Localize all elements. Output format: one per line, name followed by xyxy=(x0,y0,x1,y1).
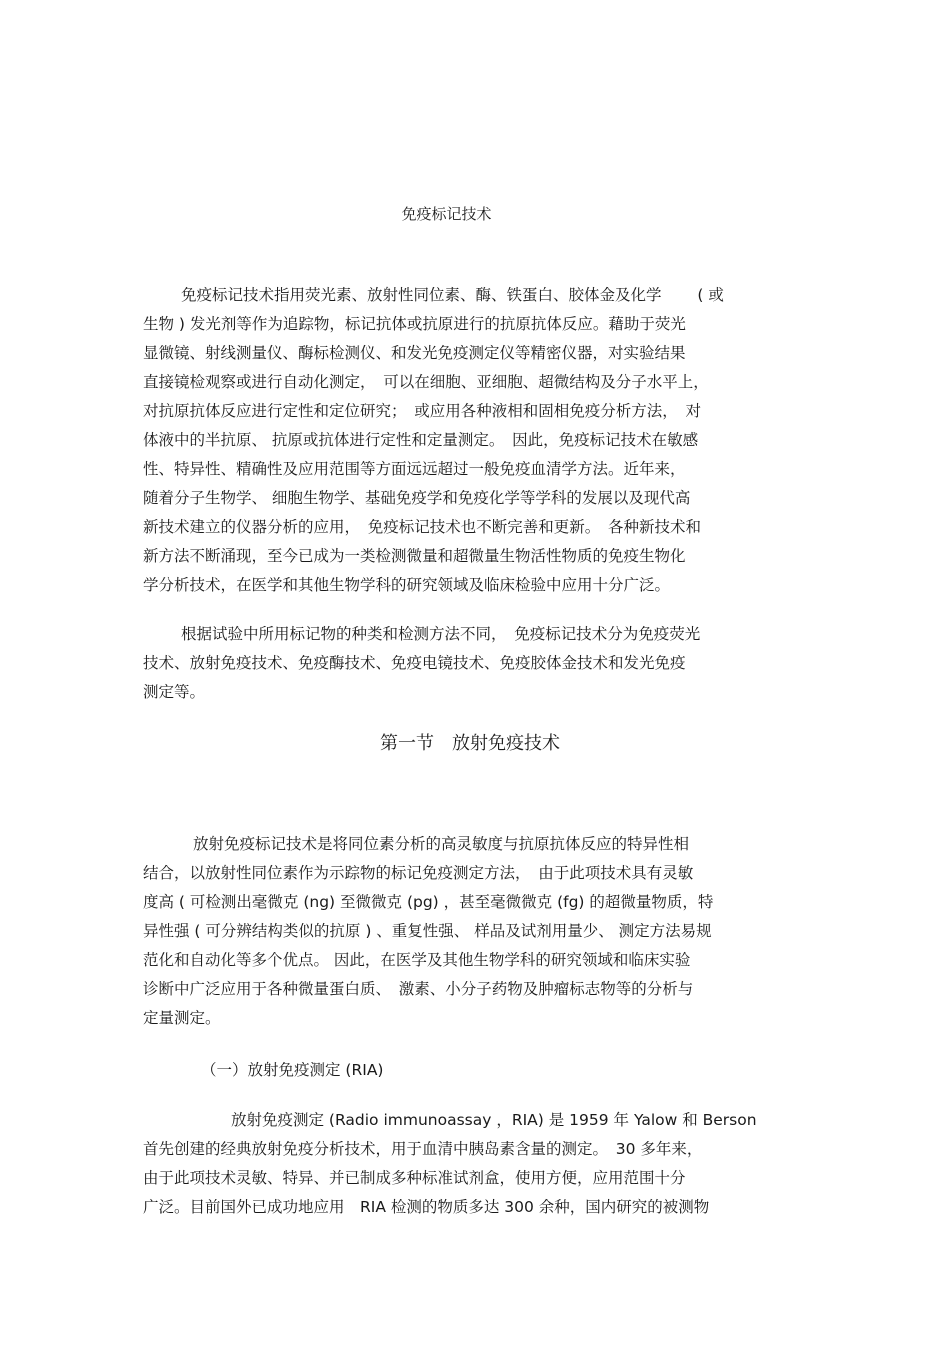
paragraph-line: 对抗原抗体反应进行定性和定位研究； 或应用各种液相和固相免疫分析方法， 对 xyxy=(143,402,702,420)
paragraph-line: 异性强 ( 可分辨结构类似的抗原 ) 、重复性强、 样品及试剂用量少、 测定方法易规 xyxy=(143,922,712,940)
paragraph-line: 范化和自动化等多个优点。 因此，在医学及其他生物学科的研究领域和临床实验 xyxy=(143,951,691,969)
paragraph-line: 免疫标记技术指用荧光素、放射性同位素、酶、铁蛋白、胶体金及化学 ( 或 xyxy=(181,286,724,304)
paragraph-line: 首先创建的经典放射免疫分析技术，用于血清中胰岛素含量的测定。 30 多年来， xyxy=(143,1140,703,1158)
paragraph-line: 广泛。目前国外已成功地应用 RIA 检测的物质多达 300 余种，国内研究的被测物 xyxy=(143,1198,710,1216)
paragraph-line: 性、特异性、精确性及应用范围等方面远远超过一般免疫血清学方法。近年来， xyxy=(143,460,686,478)
subheading: （一）放射免疫测定 (RIA) xyxy=(201,1061,384,1079)
paragraph-line: 测定等。 xyxy=(143,683,206,701)
paragraph-line: 度高 ( 可检测出毫微克 (ng) 至微微克 (pg) ，甚至毫微微克 (fg) 的超微量物质，特 xyxy=(143,893,714,911)
paragraph-line: 生物 ) 发光剂等作为追踪物，标记抗体或抗原进行的抗原抗体反应。藉助于荧光 xyxy=(143,315,686,333)
paragraph-line: 随着分子生物学、 细胞生物学、基础免疫学和免疫化学等学科的发展以及现代高 xyxy=(143,489,691,507)
paragraph-line: 由于此项技术灵敏、特异、并已制成多种标准试剂盒，使用方便，应用范围十分 xyxy=(143,1169,686,1187)
paragraph-line: 放射免疫测定 (Radio immunoassay ，RIA) 是 1959 年 Yalow 和 Berson xyxy=(231,1111,757,1129)
paragraph-line: 诊断中广泛应用于各种微量蛋白质、 激素、小分子药物及肿瘤标志物等的分析与 xyxy=(143,980,694,998)
paragraph-line: 放射免疫标记技术是将同位素分析的高灵敏度与抗原抗体反应的特异性相 xyxy=(193,835,690,853)
paragraph-line: 体液中的半抗原、 抗原或抗体进行定性和定量测定。 因此，免疫标记技术在敏感 xyxy=(143,431,699,449)
paragraph-line: 直接镜检观察或进行自动化测定， 可以在细胞、亚细胞、超微结构及分子水平上， xyxy=(143,373,709,391)
paragraph-line: 根据试验中所用标记物的种类和检测方法不同， 免疫标记技术分为免疫荧光 xyxy=(181,625,701,643)
paragraph-line: 显微镜、射线测量仪、酶标检测仪、和发光免疫测定仪等精密仪器，对实验结果 xyxy=(143,344,686,362)
paragraph-line: 新方法不断涌现，至今已成为一类检测微量和超微量生物活性物质的免疫生物化 xyxy=(143,547,686,565)
paragraph-line: 新技术建立的仪器分析的应用， 免疫标记技术也不断完善和更新。 各种新技术和 xyxy=(143,518,702,536)
paragraph-line: 学分析技术，在医学和其他生物学科的研究领域及临床检验中应用十分广泛。 xyxy=(143,576,671,594)
document-title: 免疫标记技术 xyxy=(401,205,492,223)
paragraph-line: 定量测定。 xyxy=(143,1009,221,1027)
paragraph-line: 技术、放射免疫技术、免疫酶技术、免疫电镜技术、免疫胶体金技术和发光免疫 xyxy=(143,654,686,672)
paragraph-line: 结合，以放射性同位素作为示踪物的标记免疫测定方法， 由于此项技术具有灵敏 xyxy=(143,864,694,882)
section-title: 第一节 放射免疫技术 xyxy=(380,733,560,754)
